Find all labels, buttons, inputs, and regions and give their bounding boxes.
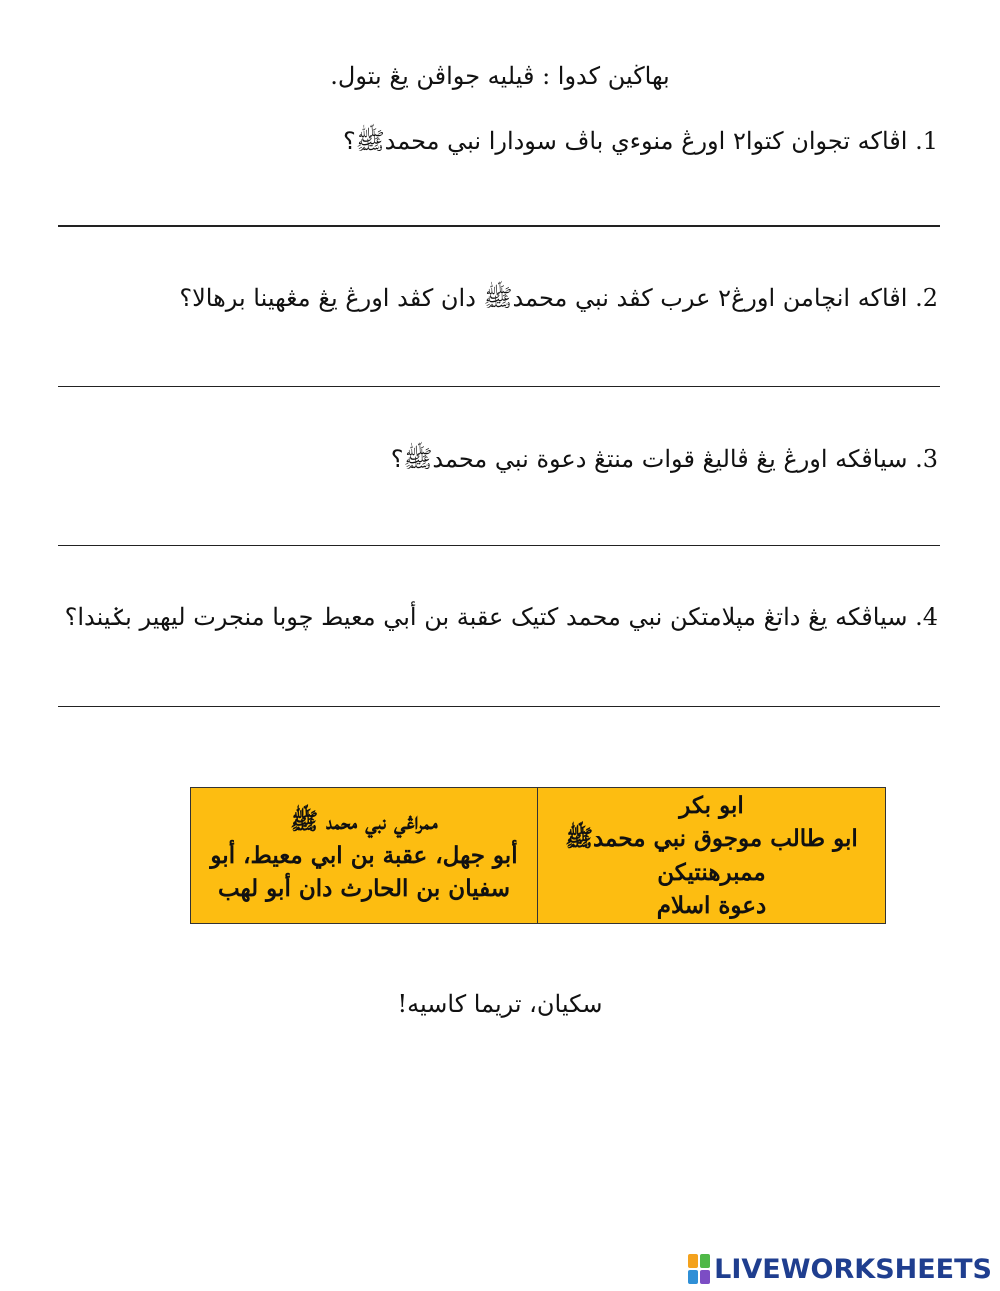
answer-bank-cell-right — [538, 788, 885, 923]
answer-line-3[interactable] — [58, 545, 940, 546]
question-text: سياڤكه اورڠ يڠ ڤاليڠ قوات منتڠ دعوة نبي محمدﷺ؟ — [390, 445, 908, 473]
answer-option[interactable]: سفيان بن الحارث دان أبو لهب — [217, 875, 511, 903]
question-1 — [343, 126, 938, 161]
icon-tile — [688, 1270, 698, 1284]
liveworksheets-icon — [688, 1254, 710, 1284]
brand-logo[interactable] — [688, 1252, 992, 1286]
answer-option[interactable]: ابو بكر — [679, 791, 744, 819]
answer-option[interactable]: دعوة اسلام — [656, 891, 767, 919]
question-number: 3. — [915, 445, 938, 473]
answer-line-1[interactable] — [58, 225, 940, 227]
answer-option[interactable]: ممراڠي نبي محمد ﷺ — [290, 808, 438, 836]
question-number: 4. — [915, 603, 938, 631]
answer-option[interactable]: أبو جهل، عقبة بن ابي معيط، أبو — [210, 841, 518, 869]
icon-tile — [688, 1254, 698, 1268]
icon-tile — [700, 1254, 710, 1268]
brand-name: LIVEWORKSHEETS — [714, 1253, 992, 1285]
closing-text: سكيان، تريما كاسيه! — [397, 990, 603, 1018]
answer-bank-table — [190, 787, 886, 924]
question-text: اڤاكه تجوان كتوا٢ اورڠ منوءي باڤ سودارا نبي محمدﷺ؟ — [342, 127, 908, 155]
icon-tile — [700, 1270, 710, 1284]
question-number: 1. — [915, 127, 938, 155]
answer-option[interactable]: ابو طالب موجوق نبي محمدﷺ ممبرهنتيكن — [565, 825, 858, 886]
question-text: اڤاكه انچامن اورڠ٢ عرب كڤد نبي محمدﷺ دان كڤد اورڠ يڠ مڠهينا برهالا؟ — [179, 284, 908, 312]
question-text: سياڤكه يڠ داتڠ مپلامتكن نبي محمد كتيک عقبة بن أبي معيط چوبا منجرت ليهير بݢيندا؟ — [64, 603, 908, 631]
question-4 — [65, 603, 938, 631]
question-3 — [391, 444, 938, 479]
question-number: 2. — [915, 284, 938, 312]
page-heading: بهاڬين كدوا : ڤيليه جواڤن يڠ بتول. — [330, 62, 670, 90]
answer-line-4[interactable] — [58, 706, 940, 707]
answer-bank-cell-left — [191, 788, 538, 923]
answer-line-2[interactable] — [58, 386, 940, 387]
question-2 — [179, 283, 938, 318]
